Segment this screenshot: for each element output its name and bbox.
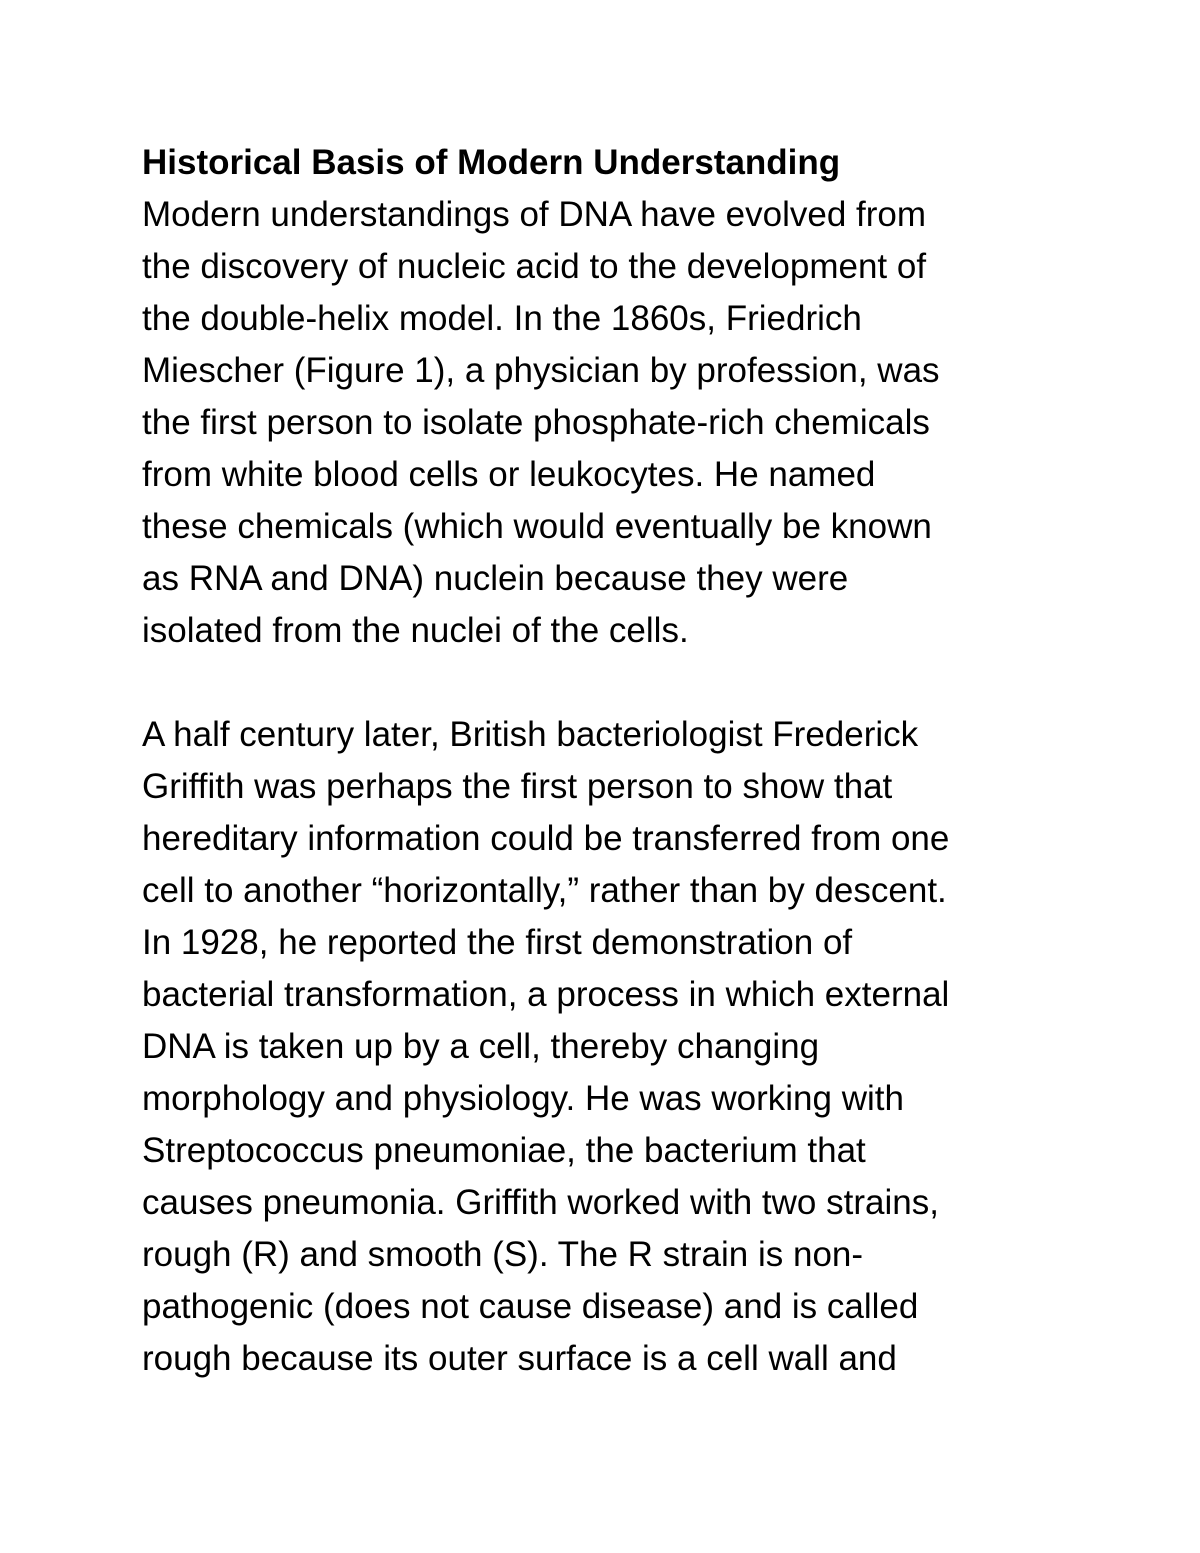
paragraph-line: these chemicals (which would eventually be known bbox=[142, 507, 932, 546]
paragraph-line: pathogenic (does not cause disease) and is called bbox=[142, 1287, 919, 1326]
paragraph-spacer bbox=[142, 657, 1082, 709]
paragraph-line: DNA is taken up by a cell, thereby changing bbox=[142, 1027, 820, 1066]
paragraph-line: rough because its outer surface is a cell wall and bbox=[142, 1339, 897, 1378]
paragraph-line: from white blood cells or leukocytes. He named bbox=[142, 455, 876, 494]
paragraph-line: the discovery of nucleic acid to the development of bbox=[142, 247, 927, 286]
paragraph-line: Streptococcus pneumoniae, the bacterium that bbox=[142, 1131, 866, 1170]
paragraph-line: the first person to isolate phosphate-rich chemicals bbox=[142, 403, 930, 442]
paragraph-line: Griffith was perhaps the first person to show that bbox=[142, 767, 893, 806]
paragraph-line: Modern understandings of DNA have evolved from bbox=[142, 195, 927, 234]
paragraph-line: cell to another “horizontally,” rather than by descent. bbox=[142, 871, 947, 910]
paragraph-line: Miescher (Figure 1), a physician by profession, was bbox=[142, 351, 940, 390]
paragraph-line: isolated from the nuclei of the cells. bbox=[142, 611, 689, 650]
paragraph-1 bbox=[142, 189, 1082, 657]
paragraph-line: causes pneumonia. Griffith worked with two strains, bbox=[142, 1183, 939, 1222]
paragraph-line: as RNA and DNA) nuclein because they were bbox=[142, 559, 849, 598]
paragraph-line: In 1928, he reported the first demonstration of bbox=[142, 923, 853, 962]
document-body bbox=[142, 137, 1082, 1385]
section-heading: Historical Basis of Modern Understanding bbox=[142, 143, 841, 182]
paragraph-line: bacterial transformation, a process in which external bbox=[142, 975, 950, 1014]
paragraph-line: rough (R) and smooth (S). The R strain is non- bbox=[142, 1235, 864, 1274]
paragraph-line: A half century later, British bacteriologist Frederick bbox=[142, 715, 919, 754]
paragraph-line: the double-helix model. In the 1860s, Friedrich bbox=[142, 299, 862, 338]
paragraph-line: hereditary information could be transferred from one bbox=[142, 819, 950, 858]
paragraph-line: morphology and physiology. He was working with bbox=[142, 1079, 904, 1118]
paragraph-2 bbox=[142, 709, 1082, 1385]
